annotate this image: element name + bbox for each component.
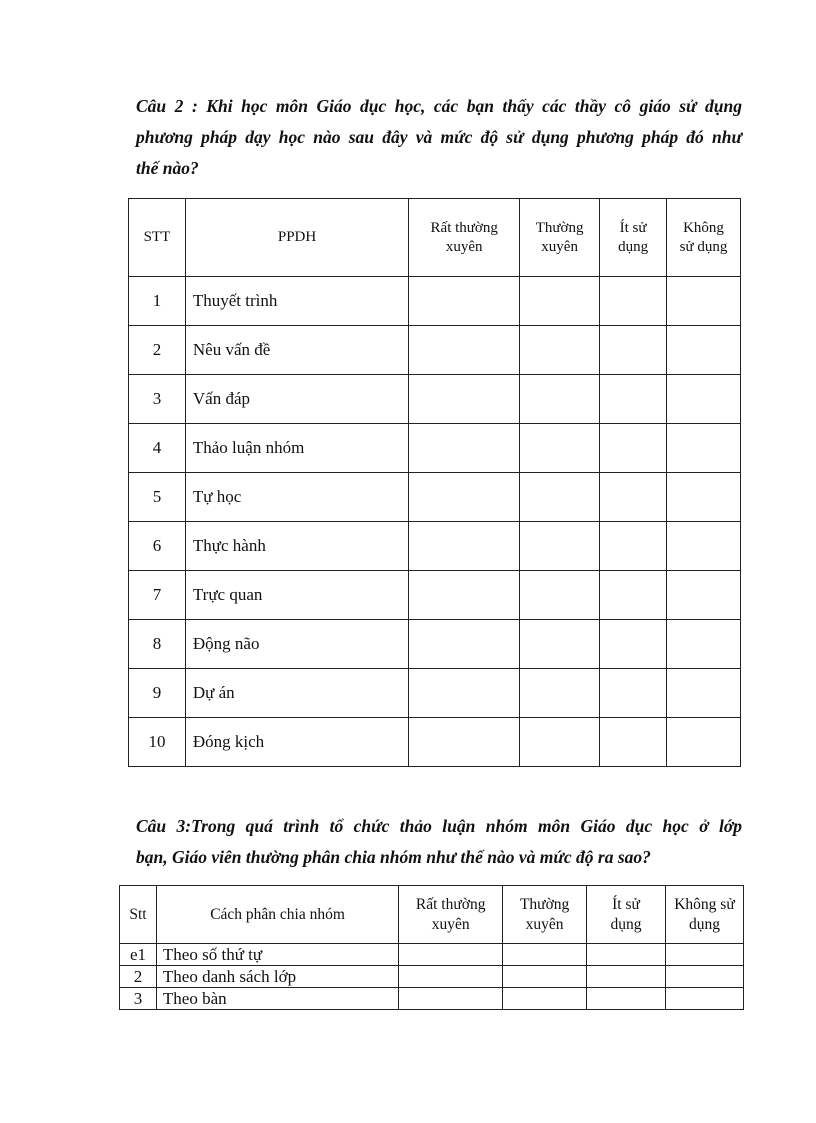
method-name: Thực hành [185,522,408,571]
answer-cell[interactable] [520,571,600,620]
answer-cell[interactable] [600,718,667,767]
table-row [129,326,741,375]
row-number: 7 [129,571,186,620]
question-2-line-1: Câu 2 : Khi học môn Giáo dục học, các bạn thấy các thầy cô giáo sử dụng [136,96,742,116]
answer-cell[interactable] [667,277,741,326]
answer-cell[interactable] [409,718,520,767]
answer-cell[interactable] [520,522,600,571]
division-name: Theo bàn [156,988,398,1010]
table-row [129,620,741,669]
question-2 [136,91,742,184]
answer-cell[interactable] [667,522,741,571]
row-number: 6 [129,522,186,571]
header-rarely: Ít sử dụng [600,199,667,277]
answer-cell[interactable] [409,571,520,620]
answer-cell[interactable] [667,669,741,718]
answer-cell[interactable] [667,718,741,767]
row-number: 2 [120,966,157,988]
answer-cell[interactable] [600,277,667,326]
answer-cell[interactable] [520,424,600,473]
teaching-methods-table [128,198,741,767]
row-number: 9 [129,669,186,718]
answer-cell[interactable] [399,966,503,988]
answer-cell[interactable] [520,669,600,718]
answer-cell[interactable] [587,988,666,1010]
answer-cell[interactable] [409,522,520,571]
division-name: Theo số thứ tự [156,944,398,966]
row-number: 3 [120,988,157,1010]
header-often: Thường xuyên [520,199,600,277]
answer-cell[interactable] [600,571,667,620]
answer-cell[interactable] [520,326,600,375]
question-2-line-2: phương pháp dạy học nào sau đây và mức độ sử dụng phương pháp đó như [136,127,742,147]
question-3-line-1: Câu 3:Trong quá trình tổ chức thảo luận nhóm môn Giáo dục học ở lớp [136,816,742,836]
table-header-row [120,886,744,944]
answer-cell[interactable] [409,424,520,473]
method-name: Trực quan [185,571,408,620]
method-name: Động não [185,620,408,669]
method-name: Dự án [185,669,408,718]
table-row [129,277,741,326]
table-row [129,718,741,767]
table-row [120,988,744,1010]
answer-cell[interactable] [600,620,667,669]
answer-cell[interactable] [587,966,666,988]
row-number: 8 [129,620,186,669]
answer-cell[interactable] [399,988,503,1010]
answer-cell[interactable] [399,944,503,966]
answer-cell[interactable] [409,669,520,718]
table-row [129,669,741,718]
answer-cell[interactable] [409,277,520,326]
answer-cell[interactable] [600,473,667,522]
answer-cell[interactable] [665,966,743,988]
row-number: 5 [129,473,186,522]
header-often: Thường xuyên [503,886,587,944]
answer-cell[interactable] [520,473,600,522]
answer-cell[interactable] [667,571,741,620]
header-never: Không sử dụng [665,886,743,944]
answer-cell[interactable] [503,944,587,966]
table-row [129,473,741,522]
table-row [129,522,741,571]
answer-cell[interactable] [520,375,600,424]
method-name: Vấn đáp [185,375,408,424]
question-3-line-2: bạn, Giáo viên thường phân chia nhóm như thế nào và mức độ ra sao? [136,847,651,867]
answer-cell[interactable] [600,669,667,718]
header-rarely: Ít sử dụng [587,886,666,944]
answer-cell[interactable] [600,326,667,375]
answer-cell[interactable] [503,966,587,988]
answer-cell[interactable] [665,944,743,966]
method-name: Nêu vấn đề [185,326,408,375]
header-method: PPDH [185,199,408,277]
header-stt: Stt [120,886,157,944]
question-2-line-3: thế nào? [136,158,199,178]
row-number: 4 [129,424,186,473]
answer-cell[interactable] [409,375,520,424]
table-row [129,375,741,424]
answer-cell[interactable] [587,944,666,966]
group-division-table [119,885,744,1010]
header-very-often: Rất thường xuyên [399,886,503,944]
answer-cell[interactable] [520,718,600,767]
row-number: 3 [129,375,186,424]
method-name: Thuyết trình [185,277,408,326]
answer-cell[interactable] [667,375,741,424]
table-row [120,966,744,988]
answer-cell[interactable] [520,277,600,326]
header-never: Không sử dụng [667,199,741,277]
question-3 [136,811,742,873]
answer-cell[interactable] [520,620,600,669]
answer-cell[interactable] [667,473,741,522]
row-number: 2 [129,326,186,375]
method-name: Đóng kịch [185,718,408,767]
answer-cell[interactable] [600,375,667,424]
answer-cell[interactable] [665,988,743,1010]
answer-cell[interactable] [600,424,667,473]
division-name: Theo danh sách lớp [156,966,398,988]
answer-cell[interactable] [667,326,741,375]
method-name: Thảo luận nhóm [185,424,408,473]
method-name: Tự học [185,473,408,522]
row-number: 10 [129,718,186,767]
header-very-often: Rất thường xuyên [409,199,520,277]
row-number: e1 [120,944,157,966]
table-row [129,571,741,620]
answer-cell[interactable] [600,522,667,571]
answer-cell[interactable] [409,326,520,375]
answer-cell[interactable] [503,988,587,1010]
row-number: 1 [129,277,186,326]
answer-cell[interactable] [409,473,520,522]
header-group-division: Cách phân chia nhóm [156,886,398,944]
table-row [120,944,744,966]
answer-cell[interactable] [667,620,741,669]
answer-cell[interactable] [409,620,520,669]
table-row [129,424,741,473]
header-stt: STT [129,199,186,277]
table-header-row [129,199,741,277]
answer-cell[interactable] [667,424,741,473]
